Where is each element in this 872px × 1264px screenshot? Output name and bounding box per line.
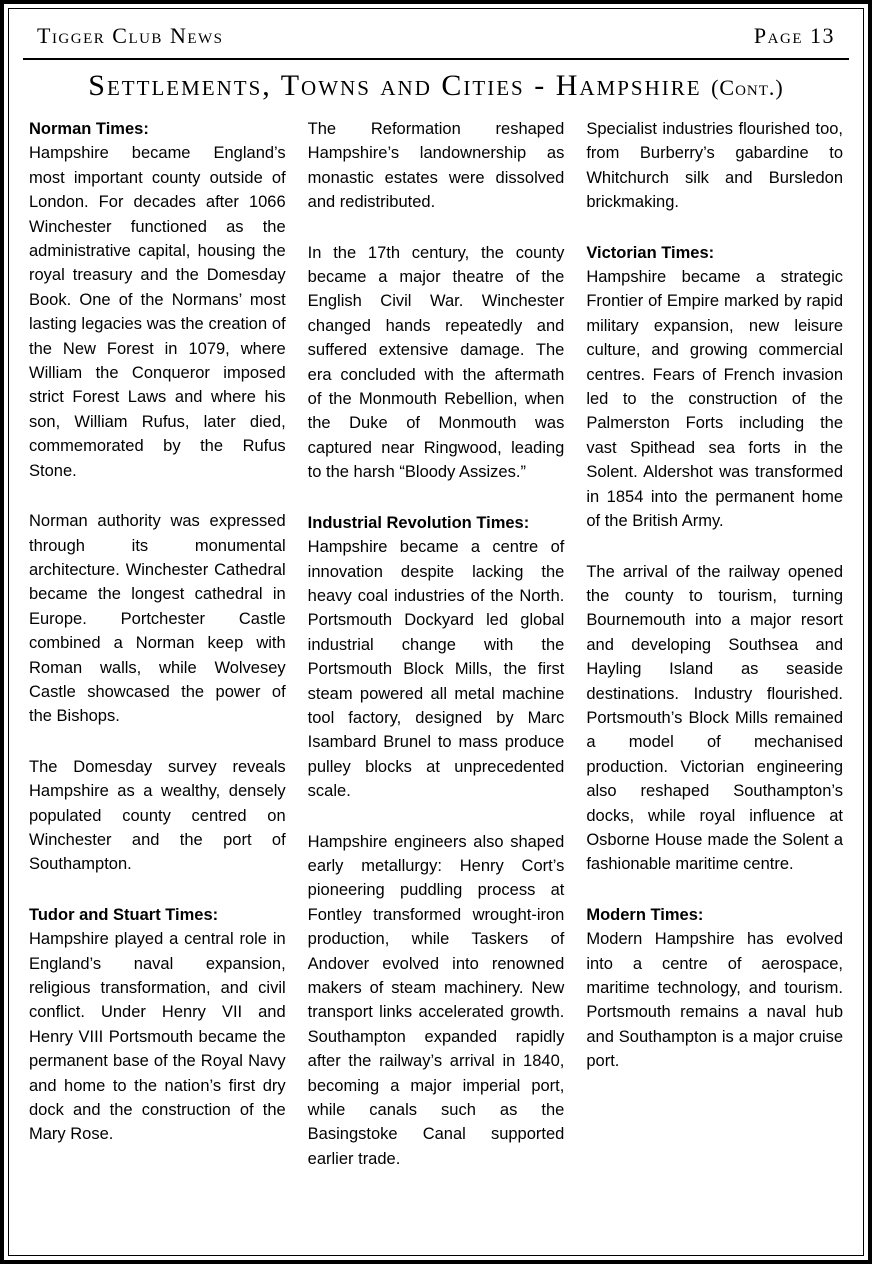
paragraph: The Domesday survey reveals Hampshire as a wealthy, densely populated county centred on Winchester and the port of Southampton. [29, 757, 286, 874]
paragraph: Hampshire became England’s most important county outside of London. For decades after 1066 Winchester functioned as the administrative capital, housing the royal treasury and the Domesday Book. One of the Normans’ most lasting legacies was the creation of the New Forest in 1079, where William the Conqueror imposed strict Forest Laws and where his son, William Rufus, later died, commemorated by the Rufus Stone. [29, 144, 286, 480]
section-heading: Tudor and Stuart Times: [29, 905, 219, 924]
section-heading: Victorian Times: [586, 243, 715, 262]
article-title-cont: (Cont.) [711, 75, 784, 100]
paragraph: Hampshire became a centre of innovation despite lacking the heavy coal industries of the North. Portsmouth Dockyard led global industrial change with the Portsmouth Block Mills, the first steam powered all metal machine tool factory, designed by Marc Isambard Brunel to mass produce pulley blocks at unprecedented scale. [307, 538, 565, 801]
paragraph: Hampshire played a central role in England’s naval expansion, religious transformation, and civil conflict. Under Henry VII and Henry VIII Portsmouth became the permanent base of the Royal Navy and home to the nation’s first dry dock and the construction of the Mary Rose. [29, 930, 286, 1144]
page-header [9, 19, 863, 49]
paragraph: Hampshire became a strategic Frontier of Empire marked by rapid military expansion, new leisure culture, and growing commercial centres. Fears of French invasion led to the construction of the Palmerston Forts including the vast Spithead sea forts in the Solent. Aldershot was transformed in 1854 into the permanent home of the British Army. [586, 268, 844, 531]
section-heading: Industrial Revolution Times: [307, 513, 530, 532]
page-number: Page 13 [753, 23, 835, 48]
section-heading: Norman Times: [29, 120, 149, 138]
column-2 [308, 117, 565, 1171]
column-3 [586, 117, 843, 1171]
paragraph: Specialist industries flourished too, from Burberry’s gabardine to Whitchurch silk and Bursledon brickmaking. [586, 120, 844, 212]
column-1 [29, 117, 286, 1171]
paragraph: Hampshire engineers also shaped early metallurgy: Henry Cort’s pioneering puddling process at Fontley transformed wrought-iron production, while Taskers of Andover evolved into renowned makers of steam machinery. New transport links accelerated growth. Southampton expanded rapidly after the railway’s arrival in 1840, becoming a major imperial port, while canals such as the Basingstoke Canal supported earlier trade. [307, 832, 565, 1168]
article-title-main: Settlements, Towns and Cities - Hampshire [88, 69, 702, 102]
paragraph: The Reformation reshaped Hampshire’s landownership as monastic estates were dissolved and redistributed. [307, 120, 565, 212]
section-heading: Modern Times: [586, 905, 704, 924]
article-columns [9, 103, 863, 1171]
header-rule [23, 58, 849, 60]
paragraph: Norman authority was expressed through its monumental architecture. Winchester Cathedral became the longest cathedral in Europe. Portchester Castle combined a Norman keep with Roman walls, while Wolvesey Castle showcased the power of the Bishops. [29, 512, 286, 726]
paragraph: Modern Hampshire has evolved into a centre of aerospace, maritime technology, and tourism. Portsmouth remains a naval hub and Southampton is a major cruise port. [586, 930, 844, 1071]
paragraph: The arrival of the railway opened the county to tourism, turning Bournemouth into a major resort and developing Southsea and Hayling Island as seaside destinations. Industry flourished. Portsmouth’s Block Mills remained a model of mechanised production. Victorian engineering also reshaped Southampton’s docks, while royal influence at Osborne House made the Solent a fashionable maritime centre. [586, 562, 844, 874]
article-title [9, 69, 863, 103]
page-inner-border [8, 8, 864, 1256]
masthead-title: Tigger Club News [37, 23, 224, 48]
paragraph: In the 17th century, the county became a major theatre of the English Civil War. Winchester changed hands repeatedly and suffered extensive damage. The era concluded with the aftermath of the Monmouth Rebellion, when the Duke of Monmouth was captured near Ringwood, leading to the harsh “Bloody Assizes.” [307, 243, 565, 482]
